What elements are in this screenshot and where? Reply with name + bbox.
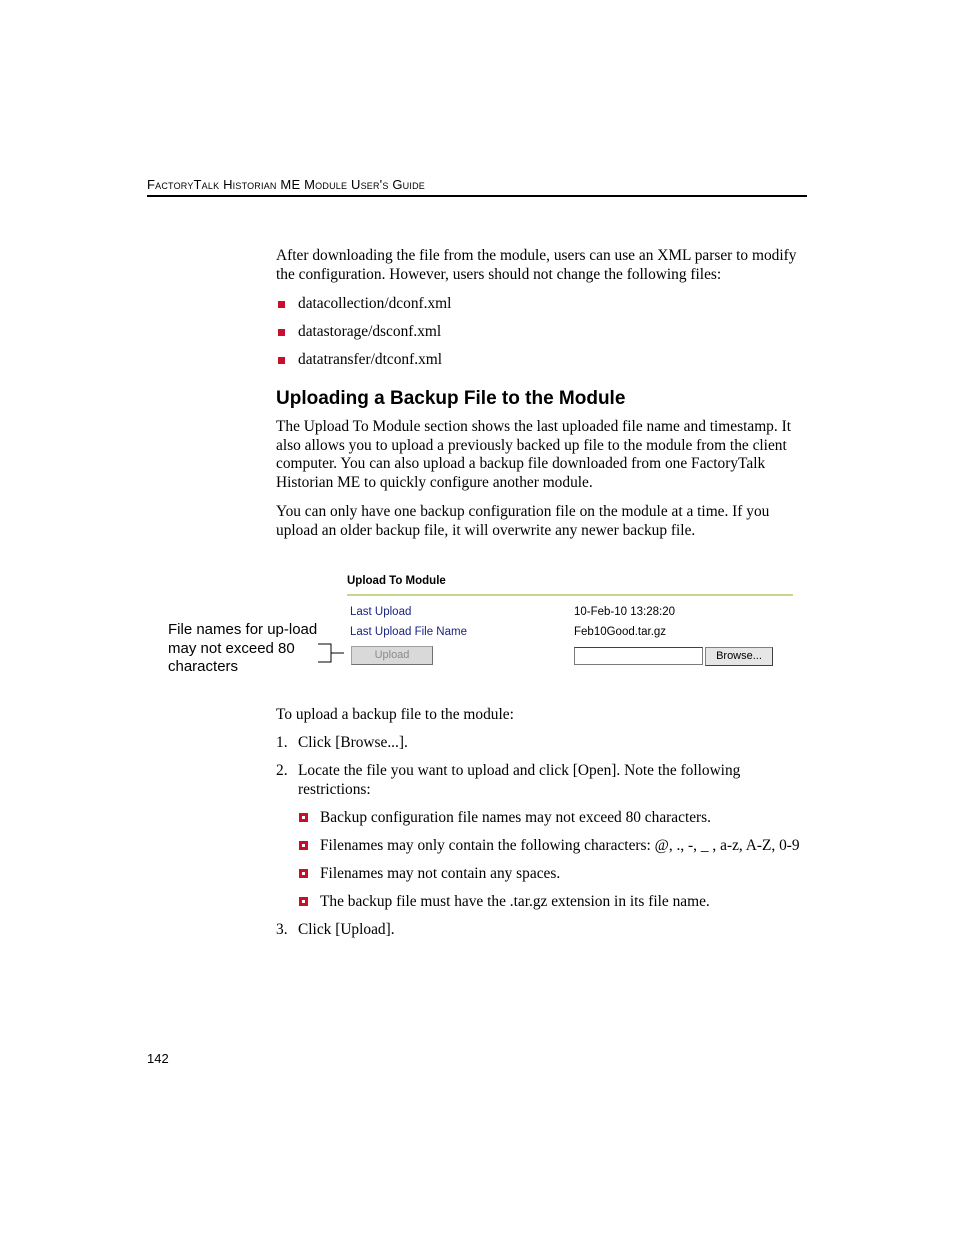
last-upload-file-name-label: Last Upload File Name — [350, 626, 467, 638]
restriction-text: Backup configuration file names may not exceed 80 characters. — [320, 809, 712, 826]
intro-paragraph: After downloading the file from the module, users can use an XML parser to modify the configuration. However, users should not change the following files: — [276, 247, 797, 283]
box-bullet-icon — [299, 897, 308, 906]
upload-panel-title: Upload To Module — [347, 575, 446, 587]
last-upload-value: 10-Feb-10 13:28:20 — [574, 606, 676, 618]
restriction-text: The backup file must have the .tar.gz extension in its file name. — [320, 893, 710, 910]
step-text: Click [Upload]. — [298, 921, 395, 938]
header-rule — [147, 195, 807, 197]
step-number: 1. — [276, 734, 288, 751]
file-name: datacollection/dconf.xml — [298, 295, 452, 312]
square-bullet-icon — [278, 357, 285, 364]
section-paragraph: The Upload To Module section shows the last uploaded file name and timestamp. It also allows you to upload a previously backed up file to the module from the client computer. You can also upload a backup file downloaded from one FactoryTalk Historian ME to quickly configure another module. — [276, 418, 791, 491]
page-number: 142 — [147, 1051, 169, 1066]
box-bullet-icon — [299, 813, 308, 822]
running-header: FactoryTalk Historian ME Module User's Guide — [147, 177, 425, 192]
browse-button[interactable]: Browse... — [705, 647, 773, 666]
restriction-text: Filenames may not contain any spaces. — [320, 865, 561, 882]
upload-button[interactable]: Upload — [351, 646, 433, 665]
restriction-text: Filenames may only contain the following characters: @, ., -, _ , a-z, A-Z, 0-9 — [320, 837, 800, 854]
step-text: Locate the file you want to upload and click [Open]. Note the following restrictions: — [298, 762, 741, 798]
step-item — [276, 762, 808, 800]
step-item — [276, 734, 808, 753]
panel-divider — [347, 594, 793, 596]
step-number: 2. — [276, 762, 288, 779]
procedure-intro: To upload a backup file to the module: — [276, 706, 514, 723]
step-text: Click [Browse...]. — [298, 734, 408, 751]
file-name: datastorage/dsconf.xml — [298, 323, 442, 340]
section-heading: Uploading a Backup File to the Module — [276, 388, 626, 409]
square-bullet-icon — [278, 329, 285, 336]
section-paragraph: You can only have one backup configuration file on the module at a time. If you upload an older backup file, it will overwrite any newer backup file. — [276, 503, 770, 539]
file-path-input[interactable] — [574, 647, 703, 665]
square-bullet-icon — [278, 301, 285, 308]
callout-bracket — [314, 640, 346, 666]
box-bullet-icon — [299, 841, 308, 850]
box-bullet-icon — [299, 869, 308, 878]
last-upload-label: Last Upload — [350, 606, 412, 618]
file-name: datatransfer/dtconf.xml — [298, 351, 443, 368]
last-upload-file-name-value: Feb10Good.tar.gz — [574, 626, 667, 638]
step-item — [276, 921, 808, 940]
callout-text: File names for up-load may not exceed 80 characters — [168, 621, 318, 675]
step-number: 3. — [276, 921, 288, 938]
